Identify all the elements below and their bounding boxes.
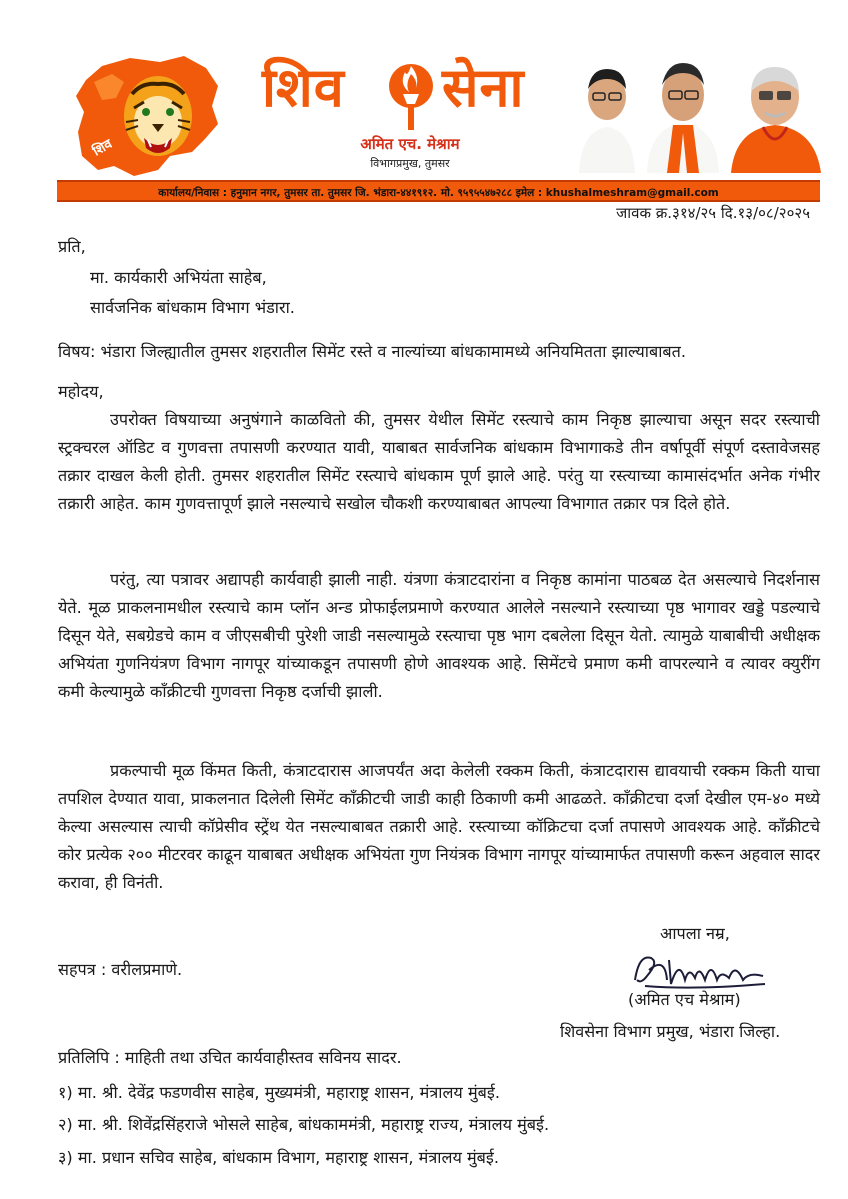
copy-to-item-1: १) मा. श्री. देवेंद्र फडणवीस साहेब, मुख्यमंत्री, महाराष्ट्र शासन, मंत्रालय मुंबई.	[58, 1083, 500, 1102]
sender-title: विभागप्रमुख, तुमसर	[370, 157, 450, 170]
portrait-center	[647, 63, 719, 173]
recipient-prefix: प्रति,	[58, 237, 86, 256]
letterhead	[0, 0, 848, 215]
copy-to-item-3: ३) मा. प्रधान सचिव साहेब, बांधकाम विभाग, महाराष्ट्र शासन, मंत्रालय मुंबई.	[58, 1148, 499, 1167]
portrait-left	[579, 69, 635, 173]
greeting: महोदय,	[58, 382, 104, 401]
party-name-left: शिव	[262, 56, 345, 119]
portrait-right	[731, 67, 821, 173]
closing-regards: आपला नम्र,	[660, 924, 730, 943]
body-paragraph-1: उपरोक्त विषयाच्या अनुषंगाने काळवितो की, तुमसर येथील सिमेंट रस्त्याचे काम निकृष्ठ झाल्याचा असून सदर रस्त्याची स्ट्रक्चरल ऑडिट व गुणवत्ता तपासणी करण्यात यावी, याबाबत सार्वजनिक बांधकाम विभागाकडे तीन वर्षापूर्वी संपूर्ण दस्तावेजसह तक्रार दाखल केली होती. तुमसर शहरातील सिमेंट रस्त्याचे बांधकाम पूर्ण झाले आहे. परंतु या रस्त्याच्या कामासंदर्भात अनेक गंभीर तक्रारी आहेत. काम गुणवत्तापूर्ण झाले नसल्याचे सखोल चौकशी करण्याबाबत आपल्या विभागात तक्रार पत्र दिले होते.	[58, 410, 820, 513]
copy-to-item-2: २) मा. श्री. शिवेंद्रसिंहराजे भोसले साहेब, बांधकाममंत्री, महाराष्ट्र राज्य, मंत्रालय मुंबई.	[58, 1115, 550, 1134]
recipient-line-2: सार्वजनिक बांधकाम विभाग भंडारा.	[90, 298, 295, 317]
body-paragraph-2: परंतु, त्या पत्रावर अद्यापही कार्यवाही झाली नाही. यंत्रणा कंत्राटदारांना व निकृष्ठ कामांना पाठबळ देत असल्याचे निदर्शनास येते. मूळ प्राकलनामधील रस्त्याचे काम प्लॉन अन्ड प्रोफाईलप्रमाणे करण्यात आलेले नसल्याने रस्त्याच्या पृष्ठ भागावर खड्डे पडल्याचे दिसून येते, सबग्रेडचे काम व जीएसबीची पुरेशी जाडी नसल्यामुळे रस्त्याचा पृष्ठ भाग दबलेला दिसून येतो. त्यामुळे याबाबीची अधीक्षक अभियंता गुणनियंत्रण विभाग नागपूर यांच्याकडून तपासणी होणे आवश्यक आहे. सिमेंटचे प्रमाण कमी वापरल्याने व त्यावर क्युरींग कमी केल्यामुळे कॉंक्रीटची गुणवत्ता निकृष्ठ दर्जाची झाली.	[58, 570, 820, 701]
reference-number: जावक क्र.३१४/२५ दि.१३/०८/२०२५	[616, 204, 810, 222]
enclosure-note: सहपत्र : वरीलप्रमाणे.	[58, 960, 183, 979]
party-name-banner	[262, 52, 572, 132]
torch-icon	[385, 60, 437, 132]
svg-text:शिव: शिव	[90, 136, 115, 160]
svg-text:सेना: सेना	[170, 159, 193, 179]
recipient-line-1: मा. कार्यकारी अभियंता साहेब,	[90, 268, 267, 287]
copy-to-heading: प्रतिलिपि : माहिती तथा उचित कार्यवाहीस्तव सविनय सादर.	[58, 1048, 402, 1067]
handwritten-signature	[625, 950, 775, 992]
party-name-right: सेना	[442, 56, 525, 119]
subject-line: विषय: भंडारा जिल्ह्यातील तुमसर शहरातील सिमेंट रस्ते व नाल्यांच्या बांधकामामध्ये अनियमितता झाल्याबाबत.	[58, 342, 687, 361]
signatory-designation: शिवसेना विभाग प्रमुख, भंडारा जिल्हा.	[560, 1022, 781, 1041]
body-paragraph-3: प्रकल्पाची मूळ किंमत किती, कंत्राटदारास आजपर्यंत अदा केलेली रक्कम किती, कंत्राटदारास द्यावयाची रक्कम किती याचा तपशिल देण्यात यावा, प्राकलनात दिलेली सिमेंट कॉंक्रीटची जाडी काही ठिकाणी कमी आढळते. कॉंक्रीटचा दर्जा देखील एम-४० मध्ये केल्या असल्यास त्याची कॉप्रेसीव स्ट्रेंथ येत नसल्याबाबत तक्रारी आहे. रस्त्याच्या कॉक्रिटचा दर्जा तपासणे आवश्यक आहे. कॉंक्रीटचे कोर प्रत्येक २०० मीटरवर काढून याबाबत अधीक्षक अभियंता गुण नियंत्रक विभाग नागपूर यांच्यामार्फत तपासणी करून अहवाल सादर करावा, ही विनंती.	[58, 761, 820, 892]
signatory-name: (अमित एच मेश्राम)	[628, 990, 741, 1009]
tiger-emblem-logo	[72, 52, 222, 180]
leader-portraits	[575, 55, 825, 173]
sender-name: अमित एच. मेश्राम	[360, 135, 460, 153]
address-bar: कार्यालय/निवास : हनुमान नगर, तुमसर ता. तुमसर जि. भंडारा-४४१९१२. मो. ९५९५५४७२८८ इमेल : khushalmeshram@gmail.com	[57, 180, 820, 202]
